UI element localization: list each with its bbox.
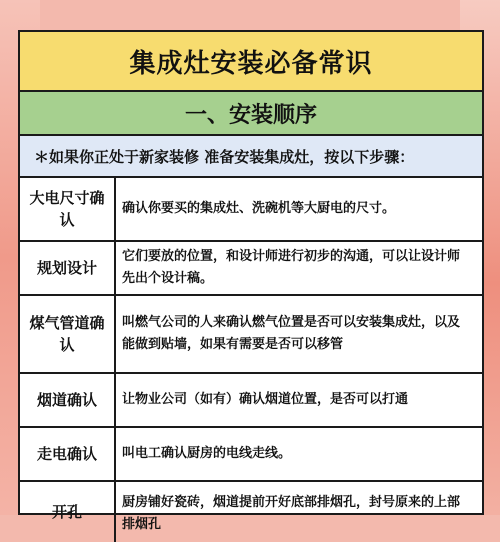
step-label: 烟道确认 [20, 374, 116, 426]
step-description: 叫燃气公司的人来确认燃气位置是否可以安装集成灶，以及能做到贴墙，如果有需要是否可以移管 [122, 315, 461, 352]
table-row [20, 482, 482, 542]
step-description: 叫电工确认厨房的电线走线。 [122, 446, 292, 461]
step-label: 走电确认 [20, 428, 116, 480]
table-row [20, 242, 482, 296]
intro-text: ＊如果你正处于新家装修 准备安装集成灶，按以下步骤： [20, 136, 482, 178]
step-label: 大电尺寸确认 [20, 178, 116, 240]
step-description: 它们要放的位置，和设计师进行初步的沟通，可以让设计师先出个设计稿。 [122, 249, 461, 286]
step-label: 煤气管道确认 [20, 296, 116, 372]
table-row [20, 178, 482, 242]
table-row [20, 296, 482, 374]
step-label: 开孔 [20, 482, 116, 542]
step-label: 规划设计 [20, 242, 116, 294]
section-heading: 一、安装顺序 [20, 92, 482, 136]
table-row [20, 428, 482, 482]
info-card [18, 30, 484, 532]
step-description: 厨房铺好瓷砖，烟道提前开好底部排烟孔，封号原来的上部排烟孔 [122, 495, 461, 532]
table-row [20, 374, 482, 428]
step-description: 确认你要买的集成灶、洗碗机等大厨电的尺寸。 [122, 201, 396, 216]
page-title: 集成灶安装必备常识 [20, 32, 482, 92]
step-description: 让物业公司（如有）确认烟道位置，是否可以打通 [122, 392, 409, 407]
